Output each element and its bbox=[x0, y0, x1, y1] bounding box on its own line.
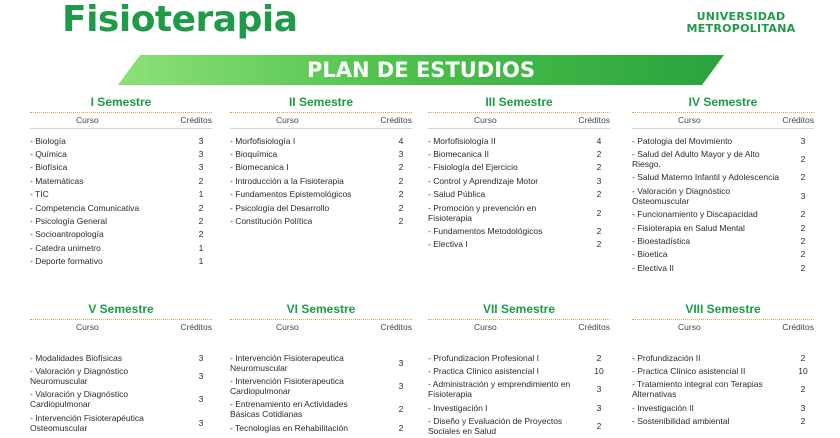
course-name: - Psicología General bbox=[30, 215, 108, 226]
dotted-divider bbox=[428, 112, 610, 113]
banner-title: PLAN DE ESTUDIOS bbox=[306, 58, 536, 82]
course-name: - Salud Pública bbox=[428, 189, 486, 200]
course-name: - Fundamentos Epistemológicos bbox=[230, 189, 352, 200]
course-name: - Biomecanica II bbox=[428, 149, 489, 160]
course-credits: 2 bbox=[800, 172, 806, 183]
course-name: - Profundización II bbox=[632, 352, 701, 363]
course-credits: 1 bbox=[198, 256, 204, 267]
semester-title: I Semestre bbox=[90, 95, 152, 109]
course-name: - Investigación II bbox=[632, 402, 694, 413]
course-row bbox=[230, 398, 412, 421]
course-list bbox=[30, 134, 212, 268]
course-row bbox=[632, 378, 814, 401]
course-credits: 2 bbox=[596, 352, 602, 363]
dotted-divider bbox=[30, 319, 212, 320]
column-headers bbox=[632, 321, 814, 335]
course-row bbox=[230, 421, 412, 434]
course-credits: 3 bbox=[198, 135, 204, 146]
course-name: - Bioquímica bbox=[230, 149, 278, 160]
course-name: - Psicología del Desarrollo bbox=[230, 202, 330, 213]
course-row bbox=[230, 201, 412, 214]
course-name: - Modalidades Biofísicas bbox=[30, 352, 123, 363]
course-credits: 2 bbox=[800, 235, 806, 246]
column-header-creditos: Créditos bbox=[578, 115, 610, 125]
column-header-creditos: Créditos bbox=[578, 322, 610, 332]
column-header-curso: Curso bbox=[474, 115, 497, 125]
course-name: - Salud del Adulto Mayor y de Alto Riesgo. bbox=[632, 149, 760, 170]
course-name: - Salud Materno Infantil y Adolescencia bbox=[632, 172, 779, 183]
course-row bbox=[428, 364, 610, 377]
course-credits: 3 bbox=[398, 149, 404, 160]
semester-title: VII Semestre bbox=[482, 302, 556, 316]
course-row bbox=[30, 228, 212, 241]
course-credits: 2 bbox=[596, 421, 602, 432]
course-list bbox=[632, 351, 814, 428]
dotted-divider bbox=[230, 112, 412, 113]
semester-7 bbox=[428, 301, 610, 438]
course-credits: 2 bbox=[198, 175, 204, 186]
course-credits: 2 bbox=[398, 162, 404, 173]
course-name: - Electiva II bbox=[632, 262, 675, 273]
course-name: - Intervención Fisioterapéutica Osteomuscular bbox=[30, 412, 144, 433]
course-row bbox=[30, 411, 212, 434]
course-name: - Patologia del Movimiento bbox=[632, 135, 733, 146]
course-credits: 3 bbox=[398, 381, 404, 392]
column-header-curso: Curso bbox=[76, 115, 99, 125]
course-name: - Diseño y Evaluación de Proyectos Sociales en Salud bbox=[428, 416, 563, 437]
column-header-curso: Curso bbox=[276, 115, 299, 125]
course-credits: 2 bbox=[198, 229, 204, 240]
course-name: - Bioetica bbox=[632, 249, 668, 260]
column-header-curso: Curso bbox=[276, 322, 299, 332]
course-row bbox=[632, 401, 814, 414]
course-credits: 2 bbox=[596, 225, 602, 236]
course-row bbox=[230, 351, 412, 374]
column-headers bbox=[230, 114, 412, 128]
column-header-curso: Curso bbox=[678, 115, 701, 125]
course-credits: 3 bbox=[596, 175, 602, 186]
course-credits: 3 bbox=[800, 190, 806, 201]
course-row bbox=[428, 238, 610, 251]
course-credits: 2 bbox=[398, 175, 404, 186]
course-row bbox=[632, 364, 814, 377]
course-list bbox=[230, 134, 412, 228]
course-row bbox=[428, 188, 610, 201]
course-row bbox=[632, 208, 814, 221]
semester-3 bbox=[428, 94, 610, 251]
course-credits: 2 bbox=[800, 352, 806, 363]
semester-title: IV Semestre bbox=[688, 95, 758, 109]
course-name: - Deporte formativo bbox=[30, 256, 103, 267]
column-header-curso: Curso bbox=[678, 322, 701, 332]
course-row bbox=[30, 241, 212, 254]
course-credits: 2 bbox=[596, 189, 602, 200]
course-credits: 3 bbox=[198, 394, 204, 405]
course-row bbox=[632, 261, 814, 274]
course-name: - Sostenibilidad ambiental bbox=[632, 416, 730, 427]
course-row bbox=[30, 254, 212, 267]
course-name: - Matemáticas bbox=[30, 175, 84, 186]
course-credits: 2 bbox=[800, 209, 806, 220]
course-credits: 2 bbox=[198, 215, 204, 226]
course-credits: 2 bbox=[800, 222, 806, 233]
course-credits: 2 bbox=[800, 154, 806, 165]
course-row bbox=[30, 388, 212, 411]
course-credits: 3 bbox=[198, 417, 204, 428]
course-name: - Biofísica bbox=[30, 162, 68, 173]
course-name: - Morfofisiología I bbox=[230, 135, 296, 146]
logo-text-metropolitana: METROPOLITANA bbox=[686, 22, 796, 35]
course-name: - Bioestadística bbox=[632, 235, 691, 246]
course-row bbox=[30, 147, 212, 160]
course-row bbox=[428, 224, 610, 237]
column-header-creditos: Créditos bbox=[782, 322, 814, 332]
course-row bbox=[30, 201, 212, 214]
course-row bbox=[230, 188, 412, 201]
course-row bbox=[230, 161, 412, 174]
semester-title: V Semestre bbox=[88, 302, 154, 316]
semester-1 bbox=[30, 94, 212, 268]
course-row bbox=[428, 378, 610, 401]
course-name: - Catedra unimetro bbox=[30, 242, 101, 253]
course-row bbox=[230, 134, 412, 147]
course-name: - Biología bbox=[30, 135, 66, 146]
course-row bbox=[230, 214, 412, 227]
course-row bbox=[632, 184, 814, 207]
course-name: - Fundamentos Metodológicos bbox=[428, 225, 543, 236]
course-row bbox=[632, 234, 814, 247]
semester-6 bbox=[230, 301, 412, 435]
course-credits: 2 bbox=[398, 202, 404, 213]
course-row bbox=[428, 134, 610, 147]
course-credits: 2 bbox=[398, 215, 404, 226]
course-row bbox=[30, 351, 212, 364]
course-name: - Administración y emprendimiento en Fisioterapia bbox=[428, 379, 571, 400]
course-row bbox=[230, 147, 412, 160]
column-header-creditos: Créditos bbox=[380, 322, 412, 332]
course-credits: 2 bbox=[398, 422, 404, 433]
dotted-divider bbox=[632, 319, 814, 320]
course-row bbox=[428, 147, 610, 160]
course-credits: 3 bbox=[198, 352, 204, 363]
semester-title: VIII Semestre bbox=[685, 302, 761, 316]
course-name: - Tecnologías en Rehabilitación bbox=[230, 422, 348, 433]
header-divider bbox=[632, 128, 814, 129]
column-headers bbox=[428, 321, 610, 335]
column-header-curso: Curso bbox=[76, 322, 99, 332]
column-header-creditos: Créditos bbox=[782, 115, 814, 125]
course-name: - Fisioterapia en Salud Mental bbox=[632, 222, 745, 233]
semester-4 bbox=[632, 94, 814, 274]
course-row bbox=[428, 401, 610, 414]
course-row bbox=[632, 248, 814, 261]
course-credits: 2 bbox=[800, 262, 806, 273]
dotted-divider bbox=[428, 319, 610, 320]
course-row bbox=[230, 174, 412, 187]
course-row bbox=[30, 134, 212, 147]
course-credits: 3 bbox=[198, 149, 204, 160]
course-row bbox=[428, 201, 610, 224]
course-name: - Investigación I bbox=[428, 402, 488, 413]
course-name: - TIC bbox=[30, 189, 49, 200]
course-credits: 2 bbox=[800, 384, 806, 395]
column-headers bbox=[230, 321, 412, 335]
course-list bbox=[428, 134, 610, 251]
course-credits: 2 bbox=[596, 162, 602, 173]
course-name: - Profundizacion Profesional I bbox=[428, 352, 540, 363]
course-credits: 3 bbox=[198, 162, 204, 173]
semester-title: III Semestre bbox=[485, 95, 553, 109]
course-name: - Morfofisiología II bbox=[428, 135, 496, 146]
course-row bbox=[632, 415, 814, 428]
course-credits: 2 bbox=[398, 404, 404, 415]
university-logo bbox=[676, 0, 806, 40]
logo-emblem-icon bbox=[730, 0, 748, 6]
column-headers bbox=[428, 114, 610, 128]
page-title: Fisioterapia bbox=[62, 0, 298, 40]
course-credits: 3 bbox=[596, 402, 602, 413]
course-credits: 3 bbox=[800, 135, 806, 146]
course-name: - Introducción a la Fisioterapia bbox=[230, 175, 344, 186]
course-list bbox=[230, 351, 412, 435]
course-row bbox=[428, 161, 610, 174]
course-credits: 2 bbox=[398, 189, 404, 200]
column-header-creditos: Créditos bbox=[180, 115, 212, 125]
course-row bbox=[632, 351, 814, 364]
semester-8 bbox=[632, 301, 814, 428]
course-credits: 2 bbox=[596, 239, 602, 250]
course-credits: 4 bbox=[398, 135, 404, 146]
course-credits: 4 bbox=[596, 135, 602, 146]
course-row bbox=[632, 134, 814, 147]
course-name: - Valoración y Diagnóstico Neuromuscular bbox=[30, 366, 129, 387]
course-row bbox=[30, 364, 212, 387]
course-credits: 1 bbox=[198, 189, 204, 200]
course-credits: 2 bbox=[800, 416, 806, 427]
course-name: - Constitución Política bbox=[230, 215, 313, 226]
course-name: - Química bbox=[30, 149, 67, 160]
course-credits: 1 bbox=[198, 242, 204, 253]
course-name: - Entrenamiento en Actividades Básicas Cotidianas bbox=[230, 399, 348, 420]
course-name: - Socioantropología bbox=[30, 229, 104, 240]
course-row bbox=[30, 214, 212, 227]
header-divider bbox=[428, 128, 610, 129]
course-name: - Valoración y Diagnóstico Osteomuscular bbox=[632, 185, 731, 206]
semester-title: VI Semestre bbox=[286, 302, 356, 316]
course-credits: 10 bbox=[798, 366, 808, 377]
course-name: - Practica Clínico asistencial I bbox=[428, 366, 540, 377]
course-credits: 2 bbox=[596, 207, 602, 218]
course-credits: 3 bbox=[398, 357, 404, 368]
course-row bbox=[632, 221, 814, 234]
semester-5 bbox=[30, 301, 212, 435]
course-credits: 3 bbox=[800, 402, 806, 413]
course-name: - Fisiología del Ejercicio bbox=[428, 162, 518, 173]
course-list bbox=[632, 134, 814, 274]
column-header-curso: Curso bbox=[474, 322, 497, 332]
dotted-divider bbox=[30, 112, 212, 113]
course-name: - Intervención Fisioterapeutica Neuromuscular bbox=[230, 352, 344, 373]
course-name: - Control y Aprendizaje Motor bbox=[428, 175, 539, 186]
course-row bbox=[30, 174, 212, 187]
course-credits: 2 bbox=[198, 202, 204, 213]
course-name: - Biomecanica I bbox=[230, 162, 289, 173]
course-credits: 3 bbox=[198, 371, 204, 382]
course-row bbox=[428, 415, 610, 438]
column-headers bbox=[30, 114, 212, 128]
column-headers bbox=[632, 114, 814, 128]
course-list bbox=[30, 351, 212, 435]
course-list bbox=[428, 351, 610, 438]
course-name: - Promoción y prevención en Fisioterapia bbox=[428, 202, 537, 223]
course-name: - Funcionamiento y Discapacidad bbox=[632, 209, 758, 220]
course-credits: 2 bbox=[800, 249, 806, 260]
semester-2 bbox=[230, 94, 412, 228]
course-name: - Intervención Fisioterapeutica Cardiopulmonar bbox=[230, 376, 344, 397]
semester-title: II Semestre bbox=[288, 95, 354, 109]
course-row bbox=[428, 351, 610, 364]
course-name: - Electiva I bbox=[428, 239, 468, 250]
course-row bbox=[632, 171, 814, 184]
course-credits: 3 bbox=[596, 384, 602, 395]
header-divider bbox=[30, 128, 212, 129]
column-headers bbox=[30, 321, 212, 335]
course-name: - Valoración y Diagnóstico Cardiopulmonar bbox=[30, 389, 129, 410]
course-name: - Tratamiento integral con Terapias Alternativas bbox=[632, 379, 763, 400]
course-name: - Practica Clínico asistencial II bbox=[632, 366, 746, 377]
course-row bbox=[30, 188, 212, 201]
logo-text-universidad: UNIVERSIDAD bbox=[696, 10, 786, 23]
course-row bbox=[230, 374, 412, 397]
course-name: - Competencia Comunicativa bbox=[30, 202, 140, 213]
course-row bbox=[428, 174, 610, 187]
course-credits: 10 bbox=[594, 366, 604, 377]
dotted-divider bbox=[632, 112, 814, 113]
column-header-creditos: Créditos bbox=[380, 115, 412, 125]
course-row bbox=[632, 147, 814, 170]
column-header-creditos: Créditos bbox=[180, 322, 212, 332]
dotted-divider bbox=[230, 319, 412, 320]
header-divider bbox=[230, 128, 412, 129]
course-row bbox=[30, 161, 212, 174]
course-credits: 2 bbox=[596, 149, 602, 160]
